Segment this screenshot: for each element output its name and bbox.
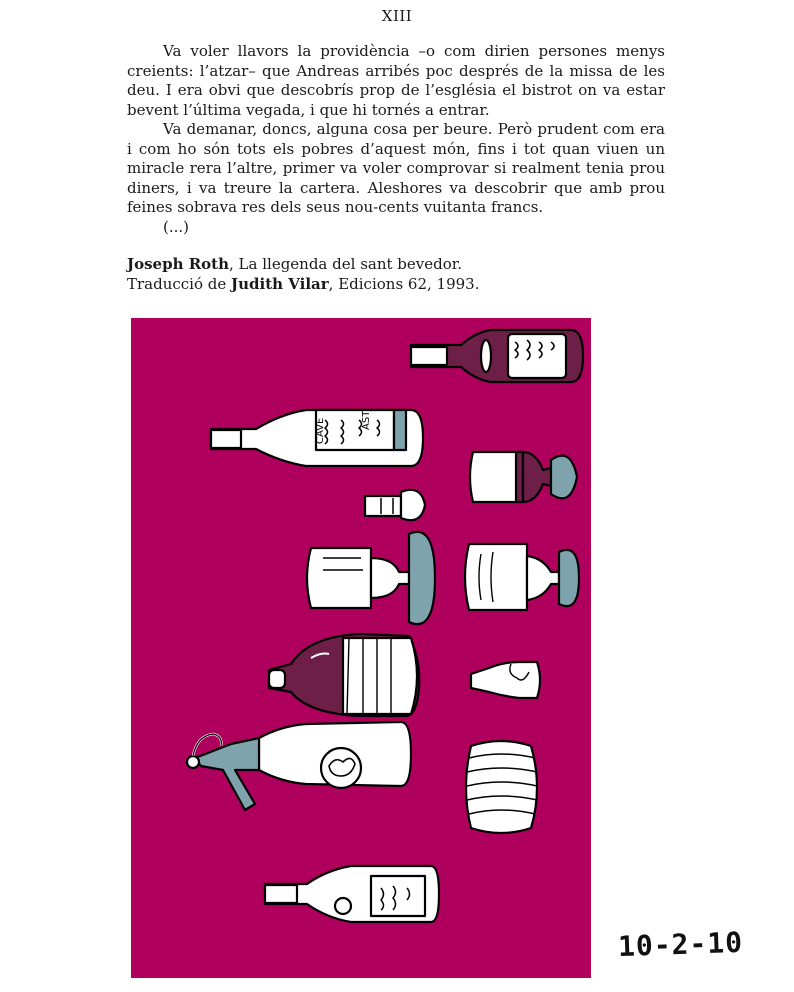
- page-number: XIII: [381, 7, 413, 25]
- excerpt-ellipsis: (...): [163, 217, 190, 236]
- citation-publication: , Edicions 62, 1993.: [328, 274, 480, 293]
- bottles-illustration: [131, 318, 591, 978]
- tall-glass-icon: [465, 544, 579, 610]
- citation: [127, 255, 665, 294]
- bottle-label-asti: ASTI: [361, 407, 372, 430]
- bottle-label-cave: CAVE: [315, 417, 326, 444]
- handwritten-date: 10-2-10: [617, 925, 744, 964]
- citation-author: Joseph Roth: [127, 255, 230, 273]
- citation-title: , La llegenda del sant bevedor.: [229, 255, 463, 273]
- excerpt-paragraph-2: Va demanar, doncs, alguna cosa per beure. Però prudent com era i com ho són tots els pobres d’aquest món, fins i tot quan viuen un miracle rera l’altre, primer va voler comprovar si realment tenia prou diners, i va treure la cartera. Aleshores va descobrir que amb prou feines sobrava res dels seus nou-cents vuitanta francs.: [127, 120, 665, 216]
- excerpt-text: [127, 42, 665, 237]
- excerpt-paragraph-1: Va voler llavors la providència –o com dirien persones menys creients: l’atzar– que Andreas arribés poc després de la missa de les deu. I era obvi que descobrís prop de l’església el bistrot on va estar bevent l’última vegada, i que hi tornés a entrar.: [127, 42, 665, 119]
- citation-source-line: [127, 255, 665, 275]
- stacked-coasters-icon: [466, 741, 537, 833]
- citation-translator: Judith Vilar: [231, 274, 329, 293]
- citation-translation-prefix: Traducció de: [127, 274, 232, 293]
- wine-goblet-icon: [470, 452, 577, 502]
- citation-translation-line: [127, 275, 665, 295]
